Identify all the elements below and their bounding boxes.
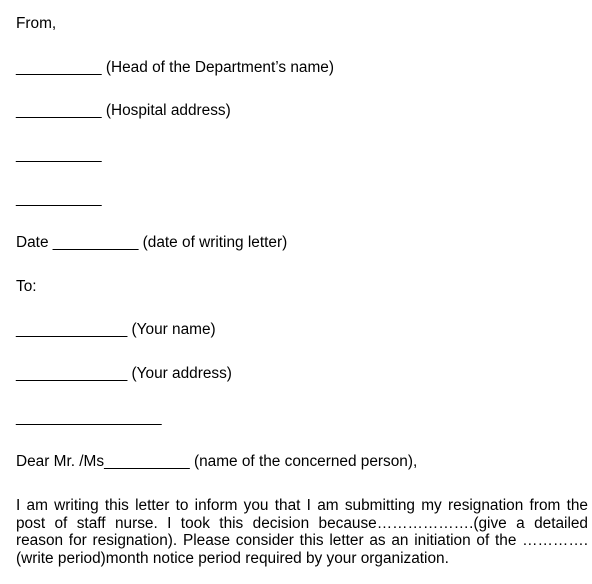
blank-address-line-3: _________________ <box>16 409 162 426</box>
hospital-address-line: __________ (Hospital address) <box>16 102 231 119</box>
date-line: Date __________ (date of writing letter) <box>16 234 288 251</box>
to-label: To: <box>16 278 37 295</box>
salutation-line: Dear Mr. /Ms__________ (name of the concerned person), <box>16 453 418 470</box>
your-name-line: _____________ (Your name) <box>16 321 216 338</box>
your-address-line: _____________ (Your address) <box>16 365 232 382</box>
body-paragraph: I am writing this letter to inform you that I am submitting my resignation from the post of staff nurse. I took this decision because……………….(give a detailed reason for resignation). Please consider this letter as an initiation of the …………. (write period)month notice period required by your organization. <box>16 497 588 567</box>
blank-address-line-2: __________ <box>16 190 102 207</box>
head-of-department-line: __________ (Head of the Department’s name) <box>16 59 334 76</box>
from-label: From, <box>16 15 57 32</box>
blank-address-line-1: __________ <box>16 146 102 163</box>
